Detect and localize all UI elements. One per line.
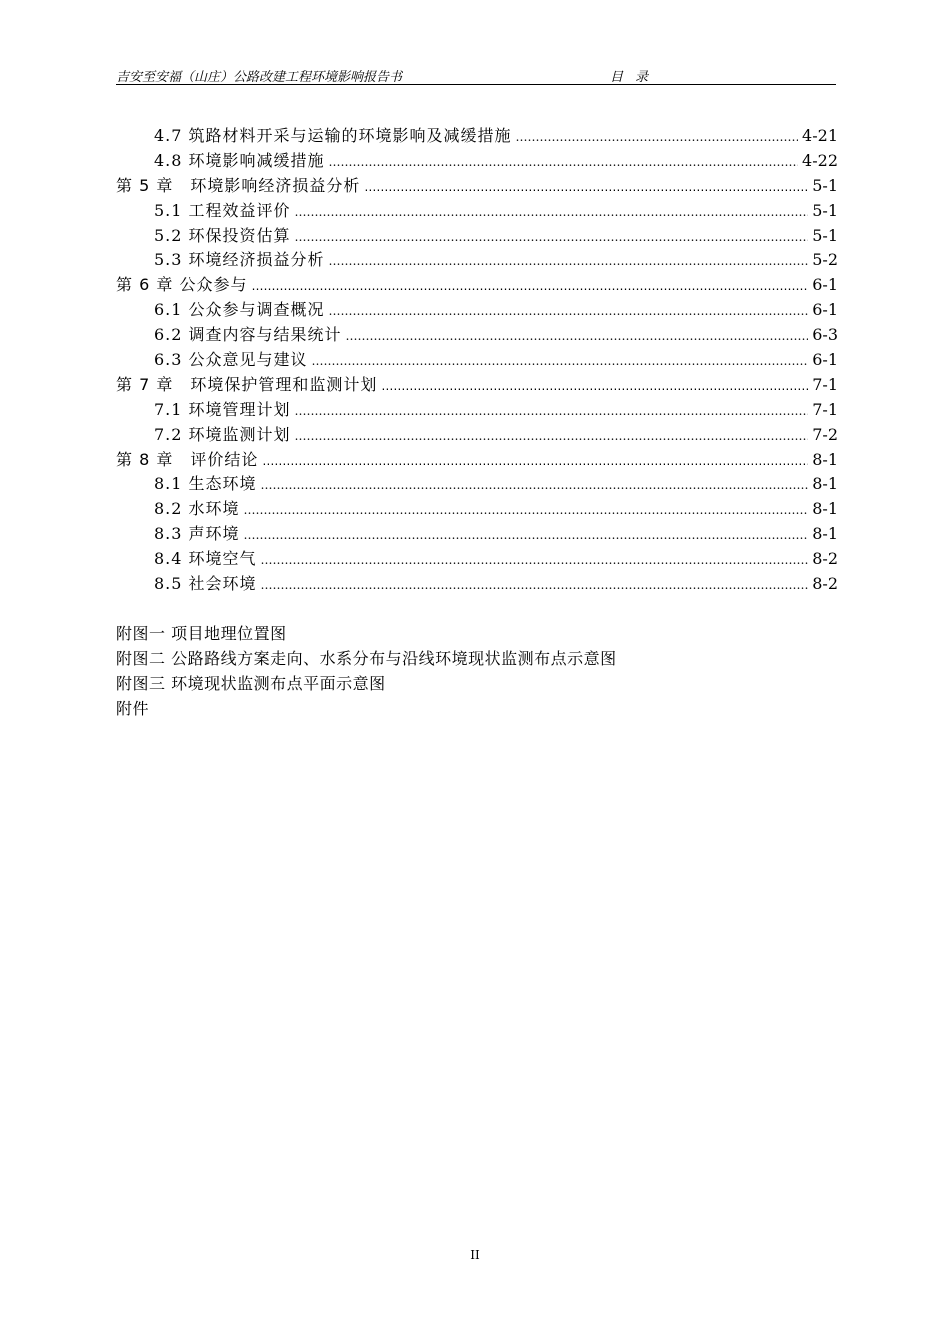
dot-leader: [295, 399, 809, 424]
dot-leader: [262, 449, 808, 474]
toc-entry-label: 第 6 章 公众参与: [116, 275, 248, 295]
toc-chapter-5[interactable]: [116, 174, 838, 199]
toc-entry-label: 5.1 工程效益评价: [154, 200, 291, 220]
toc-entry-label: 4.7 筑路材料开采与运输的环境影响及减缓措施: [154, 126, 512, 145]
toc-entry-page: 5-1: [812, 200, 838, 220]
dot-leader: [261, 573, 809, 598]
toc-entry-label: 8.4 环境空气: [154, 549, 257, 569]
dot-leader: [261, 473, 809, 498]
toc-entry-6-1[interactable]: [116, 298, 838, 323]
section-title: 目 录: [610, 70, 653, 85]
dot-leader: [329, 150, 799, 175]
toc-entry-4-8[interactable]: [116, 149, 838, 174]
toc-entry-8-1[interactable]: [116, 472, 838, 497]
toc-entry-page: 6-3: [812, 325, 838, 345]
toc-entry-label: 第 7 章 环境保护管理和监测计划: [116, 374, 378, 394]
toc-entry-page: 8-2: [812, 574, 838, 594]
table-of-contents: [116, 124, 838, 597]
toc-entry-label: 4.8 环境影响减缓措施: [154, 150, 325, 170]
dot-leader: [295, 225, 809, 250]
toc-entry-page: 8-1: [812, 449, 838, 469]
toc-entry-page: 7-1: [812, 399, 838, 419]
toc-chapter-7[interactable]: [116, 373, 838, 398]
appendix-figure-3[interactable]: 附图三 环境现状监测布点平面示意图: [116, 673, 386, 693]
toc-entry-7-1[interactable]: [116, 398, 838, 423]
toc-entry-page: 8-1: [812, 474, 838, 494]
toc-entry-label: 5.3 环境经济损益分析: [154, 250, 325, 270]
toc-entry-page: 6-1: [812, 350, 838, 370]
dot-leader: [261, 548, 809, 573]
document-title: 吉安至安福（山庄）公路改建工程环境影响报告书: [116, 70, 403, 85]
dot-leader: [251, 274, 808, 299]
toc-entry-6-2[interactable]: [116, 323, 838, 348]
toc-entry-5-2[interactable]: [116, 224, 838, 249]
page-header: [116, 64, 836, 85]
toc-entry-8-5[interactable]: [116, 572, 838, 597]
toc-entry-label: 第 8 章 评价结论: [116, 449, 259, 469]
dot-leader: [364, 175, 808, 200]
toc-entry-8-2[interactable]: [116, 497, 838, 522]
toc-entry-page: 7-2: [812, 424, 838, 444]
dot-leader: [329, 299, 809, 324]
toc-entry-label: 第 5 章 环境影响经济损益分析: [116, 175, 361, 195]
toc-entry-page: 7-1: [812, 374, 838, 394]
toc-chapter-8[interactable]: [116, 448, 838, 473]
toc-entry-label: 6.3 公众意见与建议: [154, 350, 308, 370]
toc-entry-5-1[interactable]: [116, 199, 838, 224]
dot-leader: [312, 349, 809, 374]
toc-entry-page: 8-1: [812, 499, 838, 519]
toc-entry-4-7[interactable]: [116, 124, 838, 149]
dot-leader: [244, 523, 809, 548]
page-number: II: [470, 1248, 480, 1262]
toc-entry-8-4[interactable]: [116, 547, 838, 572]
toc-entry-label: 7.2 环境监测计划: [154, 424, 291, 444]
toc-entry-6-3[interactable]: [116, 348, 838, 373]
dot-leader: [244, 498, 809, 523]
toc-entry-page: 4-21: [802, 126, 838, 145]
toc-entry-label: 8.2 水环境: [154, 499, 240, 519]
toc-entry-label: 8.3 声环境: [154, 524, 240, 544]
toc-entry-page: 6-1: [812, 300, 838, 320]
dot-leader: [381, 374, 808, 399]
dot-leader: [295, 200, 809, 225]
toc-entry-label: 8.5 社会环境: [154, 574, 257, 594]
toc-entry-page: 5-1: [812, 225, 838, 245]
appendix-figure-1[interactable]: 附图一 项目地理位置图: [116, 624, 287, 643]
toc-entry-page: 8-1: [812, 524, 838, 544]
toc-entry-page: 6-1: [812, 275, 838, 295]
toc-entry-label: 8.1 生态环境: [154, 474, 257, 494]
toc-entry-5-3[interactable]: [116, 248, 838, 273]
dot-leader: [295, 424, 809, 449]
toc-entry-label: 5.2 环保投资估算: [154, 225, 291, 245]
toc-entry-label: 7.1 环境管理计划: [154, 399, 291, 419]
toc-entry-page: 8-2: [812, 549, 838, 569]
appendix-list: [116, 622, 617, 722]
toc-entry-page: 5-1: [812, 175, 838, 195]
toc-entry-label: 6.2 调查内容与结果统计: [154, 325, 342, 345]
toc-entry-page: 4-22: [802, 150, 838, 170]
toc-entry-8-3[interactable]: [116, 522, 838, 547]
toc-chapter-6[interactable]: [116, 273, 838, 298]
toc-entry-page: 5-2: [812, 250, 838, 270]
appendix-figure-2[interactable]: 附图二 公路路线方案走向、水系分布与沿线环境现状监测布点示意图: [116, 648, 617, 668]
dot-leader: [346, 324, 809, 349]
toc-entry-7-2[interactable]: [116, 423, 838, 448]
appendix-attachments[interactable]: 附件: [116, 698, 150, 718]
toc-entry-label: 6.1 公众参与调查概况: [154, 300, 325, 320]
dot-leader: [516, 125, 799, 150]
dot-leader: [329, 249, 809, 274]
